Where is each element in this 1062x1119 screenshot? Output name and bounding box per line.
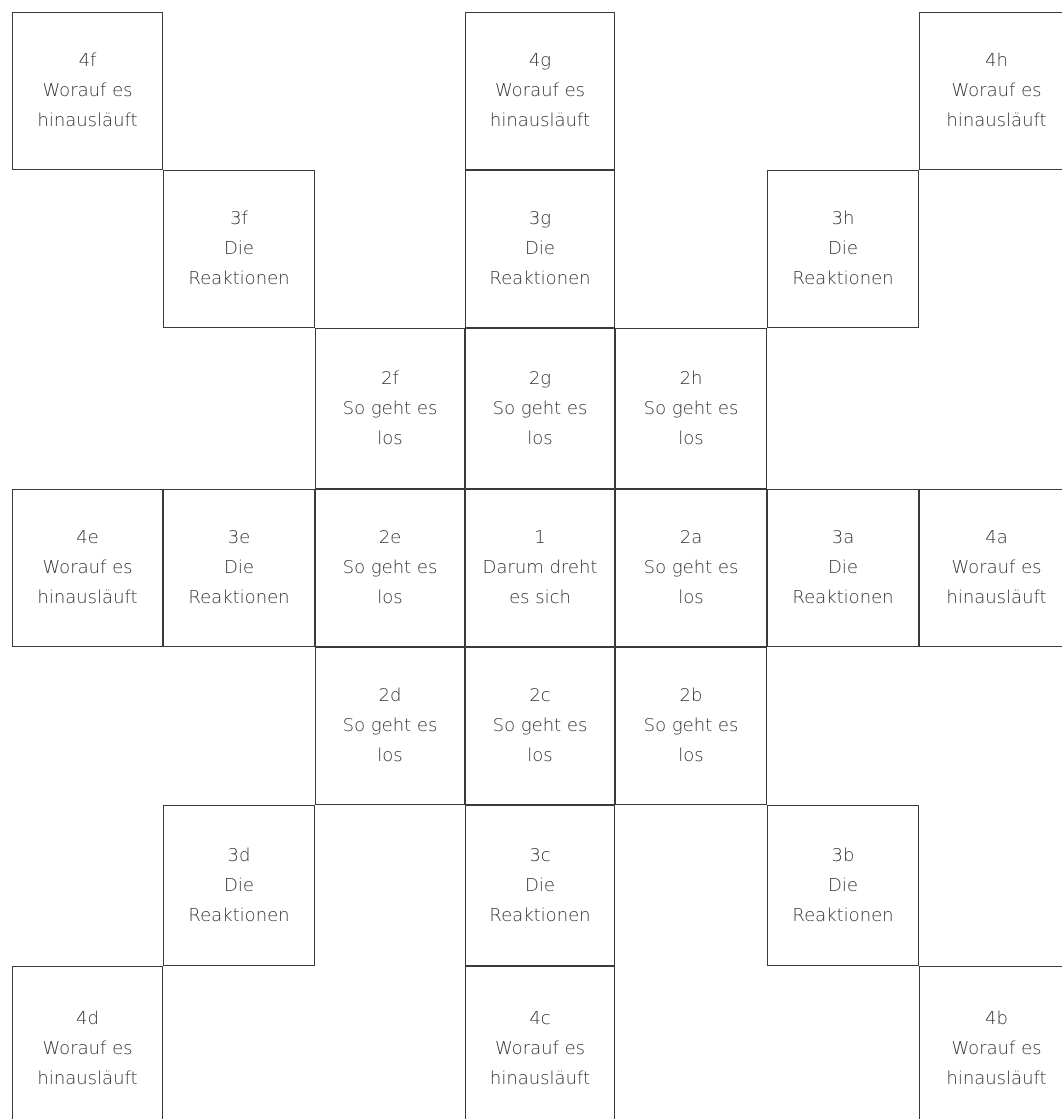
cell-2h-number: 2h [679, 367, 703, 389]
cell-2d-text-2: los [377, 745, 403, 766]
cell-3c-text-2: Reaktionen [489, 904, 591, 926]
cell-3d-number: 3d [227, 844, 251, 866]
cell-3d [163, 805, 315, 966]
cell-2b [615, 647, 767, 805]
cell-4d-number: 4d [76, 1007, 99, 1029]
cell-2f [315, 328, 465, 489]
cell-3e-number: 3e [227, 527, 251, 548]
cell-4f [12, 12, 163, 170]
cell-3c-number: 3c [529, 844, 551, 866]
cell-2e-text-2: los [377, 587, 403, 608]
cell-3c-text-1: Die [525, 874, 555, 896]
cell-3g-text-1: Die [525, 238, 555, 259]
cell-2f-text-1: So geht es [342, 397, 438, 419]
cell-1-number: 1 [534, 527, 546, 548]
cell-4d-text-1: Worauf es [42, 1037, 133, 1059]
cell-4c-number: 4c [529, 1007, 551, 1029]
cell-2a-text-1: So geht es [643, 557, 739, 578]
cell-2c-text-2: los [527, 745, 553, 766]
cell-2a [615, 489, 767, 647]
cell-2b-text-1: So geht es [643, 715, 739, 736]
cell-4g-text-2: hinausläuft [489, 110, 591, 131]
cell-3b-text-1: Die [828, 874, 858, 896]
cell-2g-text-1: So geht es [492, 397, 588, 419]
cell-4f-text-1: Worauf es [42, 80, 133, 101]
cell-4b-text-1: Worauf es [951, 1037, 1042, 1059]
cell-4e-number: 4e [76, 527, 99, 548]
cell-2c [465, 647, 615, 805]
cell-3a [767, 489, 919, 647]
cell-3c [465, 805, 615, 966]
cell-4a-text-1: Worauf es [951, 557, 1042, 578]
cell-3g-number: 3g [528, 208, 552, 229]
cell-3d-text-1: Die [224, 874, 254, 896]
cell-4b [919, 966, 1062, 1119]
cell-1-text-2: es sich [509, 587, 571, 608]
cell-2b-text-2: los [678, 745, 704, 766]
cell-3g [465, 170, 615, 328]
cell-4g-text-1: Worauf es [494, 80, 586, 101]
cell-1-text-1: Darum dreht [482, 557, 598, 578]
cell-2d [315, 647, 465, 805]
cell-4e-text-1: Worauf es [42, 557, 133, 578]
cell-4f-text-2: hinausläuft [37, 110, 138, 131]
cell-3f-text-1: Die [224, 238, 254, 259]
cell-2c-number: 2c [529, 685, 551, 706]
cell-2g-text-2: los [527, 427, 553, 449]
cell-4e [12, 489, 163, 647]
cell-2f-number: 2f [381, 367, 399, 389]
cell-4h-text-2: hinausläuft [946, 110, 1047, 131]
cell-3h-text-1: Die [828, 238, 858, 259]
cell-2h [615, 328, 767, 489]
cell-4c [465, 966, 615, 1119]
cell-2f-text-2: los [377, 427, 403, 449]
cell-3a-text-1: Die [828, 557, 858, 578]
cell-3h-number: 3h [831, 208, 855, 229]
cell-3e-text-2: Reaktionen [188, 587, 290, 608]
cell-2e-number: 2e [378, 527, 402, 548]
cell-4a-number: 4a [985, 527, 1008, 548]
cell-2h-text-2: los [678, 427, 704, 449]
cell-4h-text-1: Worauf es [951, 80, 1042, 101]
cell-4c-text-2: hinausläuft [489, 1067, 591, 1089]
cell-2g [465, 328, 615, 489]
cell-4e-text-2: hinausläuft [37, 587, 138, 608]
cell-3f-number: 3f [230, 208, 248, 229]
cell-3g-text-2: Reaktionen [489, 268, 591, 289]
cell-3e [163, 489, 315, 647]
cell-4a-text-2: hinausläuft [946, 587, 1047, 608]
cell-2d-number: 2d [378, 685, 402, 706]
cell-2g-number: 2g [528, 367, 552, 389]
cell-2a-text-2: los [678, 587, 704, 608]
cell-4d [12, 966, 163, 1119]
cell-3h [767, 170, 919, 328]
cell-4h [919, 12, 1062, 170]
cell-4b-number: 4b [985, 1007, 1008, 1029]
cell-4f-number: 4f [78, 50, 97, 71]
cell-4g-number: 4g [528, 50, 552, 71]
cell-3h-text-2: Reaktionen [792, 268, 894, 289]
cell-2b-number: 2b [679, 685, 703, 706]
cell-3f [163, 170, 315, 328]
cell-2e [315, 489, 465, 647]
cell-3b-number: 3b [831, 844, 855, 866]
cell-4b-text-2: hinausläuft [946, 1067, 1047, 1089]
cell-4g [465, 12, 615, 170]
cell-4h-number: 4h [985, 50, 1008, 71]
cell-2e-text-1: So geht es [342, 557, 438, 578]
cell-4a [919, 489, 1062, 647]
cell-3a-text-2: Reaktionen [792, 587, 894, 608]
cell-3a-number: 3a [831, 527, 855, 548]
cell-3e-text-1: Die [224, 557, 254, 578]
cell-2d-text-1: So geht es [342, 715, 438, 736]
cell-1 [465, 489, 615, 647]
cell-4d-text-2: hinausläuft [37, 1067, 138, 1089]
cell-2a-number: 2a [679, 527, 703, 548]
cell-4c-text-1: Worauf es [494, 1037, 586, 1059]
cell-2c-text-1: So geht es [492, 715, 588, 736]
cell-3d-text-2: Reaktionen [188, 904, 290, 926]
cell-3b [767, 805, 919, 966]
cell-3b-text-2: Reaktionen [792, 904, 894, 926]
cell-2h-text-1: So geht es [643, 397, 739, 419]
cell-3f-text-2: Reaktionen [188, 268, 290, 289]
